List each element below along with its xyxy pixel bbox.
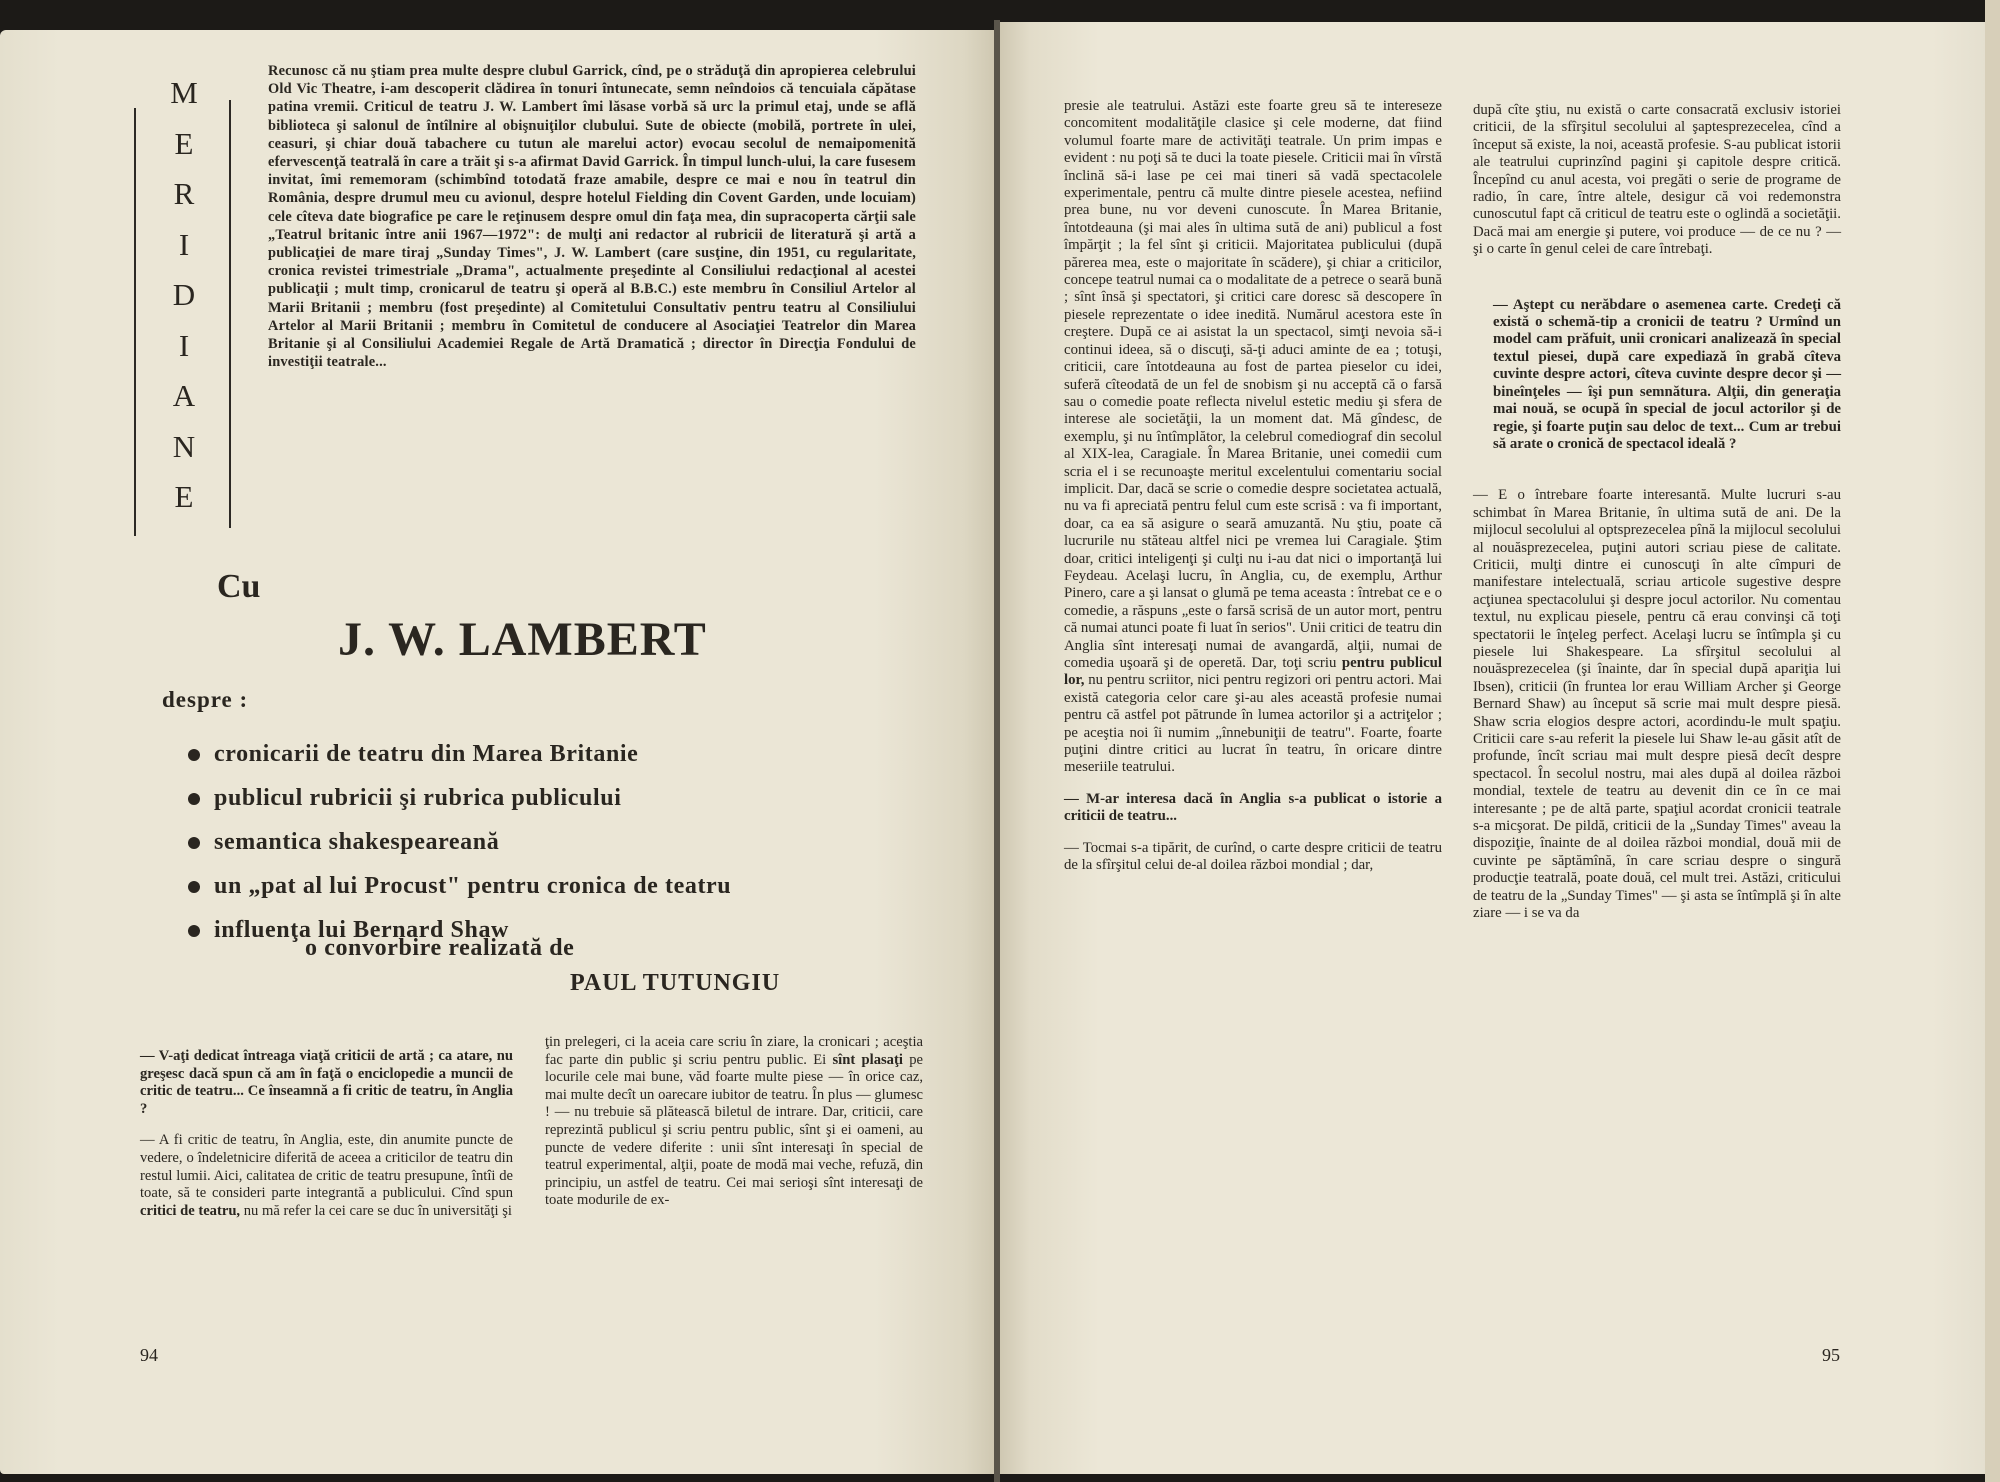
interview-question: — Aştept cu nerăbdare o asemenea carte. Credeţi că există o schemă-tip a cronicii de teatru ? Urmînd un model cam prăfuit, unii cronicari analizează în special textul piesei, după care expediază în grabă cîteva cuvinte despre actori, cîteva cuvinte despre decor şi — bineînţeles — îşi pun semnătura. Alţii, din generaţia mai nouă, se ocupă în special de jocul actorilor şi de regie, şi foarte puţin sau deloc de text... Cum ar trebui să arate o cronică de spectacol ideală ? xyxy=(1493,296,1841,452)
bullet-icon xyxy=(188,837,200,849)
right-column-2 xyxy=(1473,102,1841,922)
bullet-icon xyxy=(188,793,200,805)
heading-cu: Cu xyxy=(217,568,261,605)
page-edge xyxy=(1985,0,2000,1482)
title-letter: N xyxy=(172,428,196,464)
topic-item: cronicarii de teatru din Marea Britanie xyxy=(188,732,948,776)
author-name: PAUL TUTUNGIU xyxy=(570,970,781,996)
right-rule xyxy=(229,100,231,528)
title-letter: I xyxy=(178,226,190,262)
left-column-2 xyxy=(545,1034,923,1210)
title-letter: A xyxy=(172,378,196,413)
interview-answer-continued: ţin prelegeri, ci la aceia care scriu în ziare, la cronicari ; aceştia fac parte din public şi scriu pentru public. Ei sînt plasaţi pe locurile cele mai bune, văd foarte multe piese — în orice caz, mai multe decît un oarecare iubitor de teatru. În plus — glumesc ! — nu trebuie să plătească biletul de intrare. Dar, criticii, care reprezintă publicul şi scriu pentru public, sînt şi ei oameni, au puncte de vedere diferite : unii sînt interesaţi în special de teatrul experimental, alţii, poate de modă mai veche, refuză, din principiu, un astfel de teatru. Cei mai serioşi sînt interesaţi de toate modurile de ex- xyxy=(545,1034,924,1209)
heading-despre: despre : xyxy=(162,687,249,712)
interview-answer: — E o întrebare foarte interesantă. Multe lucruri s-au schimbat în Marea Britanie, în ultima sută de ani. De la mijlocul secolului al optsprezecelea pînă la mijlocul secolului al nouăsprezecelea, puţini autori scriau piese de calitate. Criticii, mulţi dintre ei cunoscuţi în alte cîmpuri de manifestare intelectuală, scriau articole sugestive despre acţiunea spectacolului şi despre jocul actorilor. Nu comentau textul, nu explicau piesele, pentru că erau convinşi că toţi spectatorii le înţeleg perfect. Acelaşi lucru se întîmpla şi cu piesele lui Shakespeare. La sfîrşitul secolului al nouăsprezecelea (şi înainte, dar în special după apariţia lui Ibsen), criticii (în fruntea lor erau William Archer şi George Bernard Shaw) au început să scrie mai mult despre piesă. Shaw scria elogios despre actori, acordindu-le mult spaţiu. Criticii care s-au referit la piesele lui Shaw le-au găsit atît de profunde, încît scriau mai mult despre piesă decît despre spectacol. În secolul nostru, mai ales după al doilea război mondial, textele de teatru au devenit din ce în ce mai interesante ; pe de altă parte, spaţiul acordat cronicii teatrale s-a micşorat. De pildă, criticii de la „Sunday Times" aveau la dispoziţie, înainte de al doilea război mondial, două mii de cuvinte pe săptămînă, în care scriau despre o singură producţie teatrală, poate două, cel mult trei. Astăzi, criticului de teatru de la „Sunday Times" — şi asta se întîmplă şi în alte ziare — i se va da xyxy=(1473,487,1841,922)
interviewee-name: J. W. LAMBERT xyxy=(338,613,707,666)
title-letter: R xyxy=(173,176,195,211)
section-title-meridiane xyxy=(162,68,206,523)
topic-item: influenţa lui Bernard Shaw xyxy=(188,908,948,952)
conversation-byline: o convorbire realizată de xyxy=(305,935,575,961)
interview-answer: — Tocmai s-a tipărit, de curînd, o carte despre criticii de teatru de la sfîrşitul celui de-al doilea război mondial ; dar, xyxy=(1064,839,1442,874)
intro-paragraph: Recunosc că nu ştiam prea multe despre clubul Garrick, cînd, pe o străduţă din apropierea celebrului Old Vic Theatre, i-am descoperit clădirea în tonuri întunecate, semn neîndoios că tencuiala căpătase patina vremii. Criticul de teatru J. W. Lambert îmi lăsase vorbă să urc la primul etaj, unde se află biblioteca şi salonul de întîlnire al obişnuiţilor clubului. Sute de obiecte (mobilă, portrete în ulei, ceasuri, şi chiar două tabachere cu tutun ale marelui actor) evocau secolul de nemaipomenită efervescenţă teatrală în care a trăit şi s-a afirmat David Garrick. În timpul lunch-ului, la care fusesem invitat, îmi rememoram (schimbînd totodată fraze amabile, despre ce mai e nou în teatrul din România, despre drumul meu cu avionul, despre hotelul Fielding din Covent Garden, unde locuiam) cele cîteva date biografice pe care le reţinusem despre omul din faţa mea, din supracoperta cărţii sale „Teatrul britanic între anii 1967—1972": de mulţi ani redactor al rubricii de literatură şi artă a publicaţiei de mare tiraj „Sunday Times", J. W. Lambert (care susţine, din 1951, cu regularitate, cronica revistei trimestriale „Drama", actualmente preşedinte al Consiliului redacţional al acestei publicaţii ; mult timp, cronicarul de teatru şi operă al B.B.C.) este membru în Consiliul Artelor al Marii Britanii ; membru (fost preşedinte) al Comitetului Consultativ pentru teatru al Consiliului Artelor al Marii Britanii ; membru în Comitetul de conducere al Asociaţiei Teatrelor din Marea Britanie şi al Consiliului Academiei Regale de Artă Dramatică ; director în Direcţia Fondului de investiţii teatrale... xyxy=(268,63,916,371)
bullet-icon xyxy=(188,881,200,893)
topic-item: un „pat al lui Procust" pentru cronica de teatru xyxy=(188,864,948,908)
title-letter: M xyxy=(170,75,198,110)
title-letter: I xyxy=(178,327,190,363)
interview-answer: — A fi critic de teatru, în Anglia, este, din anumite puncte de vedere, o îndeletnicire diferită de aceea a criticilor de teatru din restul lumii. Aici, calitatea de critic de teatru presupune, întîi de toate, să te consideri parte integrantă a publicului. Cînd spun critici de teatru, nu mă refer la cei care se duc în universităţi şi xyxy=(140,1132,513,1219)
topics-list xyxy=(188,732,948,952)
title-letter: D xyxy=(172,277,196,312)
left-rule xyxy=(134,108,136,536)
page-number-left: 94 xyxy=(140,1345,158,1365)
bullet-icon xyxy=(188,749,200,761)
interview-answer-continued: presie ale teatrului. Astăzi este foarte greu să te intereseze concomitent modalităţile clasice şi cele moderne, dat fiind volumul foarte mare de activităţi teatrale. Un prim impas e evident : nu poţi să te duci la toate piesele. Criticii mai în vîrstă înclină să-i lase pe cei mai tineri să vadă spectacolele experimentale, pentru că multe dintre piesele acestea, nefiind prea bune, nu vor deveni cunoscute. În Marea Britanie, întotdeauna (şi mai ales în ultima sută de ani) publicul a fost împărţit ; la fel sînt şi criticii. Majoritatea publicului (după părerea mea, este o majoritate în scădere), şi chiar a criticilor, concepe teatrul numai ca o modalitate de a petrece o seară bună ; sînt însă şi spectatori, şi critici care doresc să descopere în piesele reprezentate o idee inedită. Numărul acestora este în creştere. După ce ai asistat la un spectacol, simţi nevoia să-i continui ideea, să o discuţi, să-ţi aduci aminte de ea ; totuşi, criticii, care întotdeauna au fost de partea pieselor cu idei, suferă cîteodată de un fel de snobism şi nu acceptă că o farsă sau o comedie poate reflecta nivelul estetic mediu şi sfera de interese ale societăţii, la un moment dat. Mă gîndesc, de exemplu, şi nu întîmplător, la celebrul comediograf din secolul al XIX-lea, Caragiale. În Marea Britanie, unei comedii cum scria el i se recunoaşte meritul excelentului comentariu social implicit. Dar, dacă se scrie o comedie despre societatea actuală, nu va fi apreciată pentru felul cum este scrisă : va fi important, doar, ca ea să asigure o seară amuzantă. Nu ştiu, poate că lucrurile nu stăteau altfel nici pe vremea lui Caragiale. Ştim doar, critici inteligenţi şi culţi nu i-au dat nici o importanţă lui Feydeau. Acelaşi lucru, în Anglia, cu, de exemplu, Arthur Pinero, care a şi lansat o glumă pe tema aceasta : întrebat ce e o comedie, a răspuns „este o farsă scrisă de un autor mort, pentru că numai atunci poate fi luat în serios". Unii critici de teatru din Anglia sînt interesaţi numai de avangardă, alţii, numai de comedia uşoară şi de operetă. Dar, toţi scriu pentru publicul lor, nu pentru scriitor, nici pentru regizori ori pentru actori. Mai există categoria celor care şi-au ales această profesie numai pentru că astfel pot pătrunde în lumea actorilor şi a actriţelor ; pe aceştia noi îi numim „înnebuniţii de teatru". Foarte, foarte puţini dintre critici au lucrat în teatru, în oricare dintre meseriile teatrului. xyxy=(1064,98,1442,776)
page-number-right: 95 xyxy=(1822,1345,1840,1365)
title-letter: E xyxy=(174,125,194,161)
bullet-icon xyxy=(188,925,200,937)
interview-question: — V-aţi dedicat întreaga viaţă criticii de artă ; ca atare, nu greşesc dacă spun că am în faţă o enciclopedie a muncii de critic de teatru... Ce înseamnă a fi critic de teatru, în Anglia ? xyxy=(140,1048,513,1117)
interview-question: — M-ar interesa dacă în Anglia s-a publicat o istorie a criticii de teatru... xyxy=(1064,790,1442,825)
title-letter: E xyxy=(174,479,194,514)
topic-item: semantica shakespeareană xyxy=(188,820,948,864)
left-column-1 xyxy=(140,1048,513,1220)
interview-answer-continued: după cîte ştiu, nu există o carte consacrată exclusiv istoriei criticii, de la sfîrşitul secolului al şaptesprezecelea, cînd a început să existe, la noi, această profesie. S-au publicat istorii ale teatrului cuprinzînd pagini şi capitole despre critică. Începînd cu anul acesta, voi pregăti o serie de programe de radio, în care, între altele, desigur că voi redemonstra cunoscutul fapt că criticul de teatru este o oglindă a societăţii. Dacă mai am energie şi putere, voi produce — de ce nu ? — şi o carte în genul celei de care întrebaţi. xyxy=(1473,102,1841,258)
right-column-1 xyxy=(1064,98,1442,874)
topic-item: publicul rubricii şi rubrica publicului xyxy=(188,776,948,820)
